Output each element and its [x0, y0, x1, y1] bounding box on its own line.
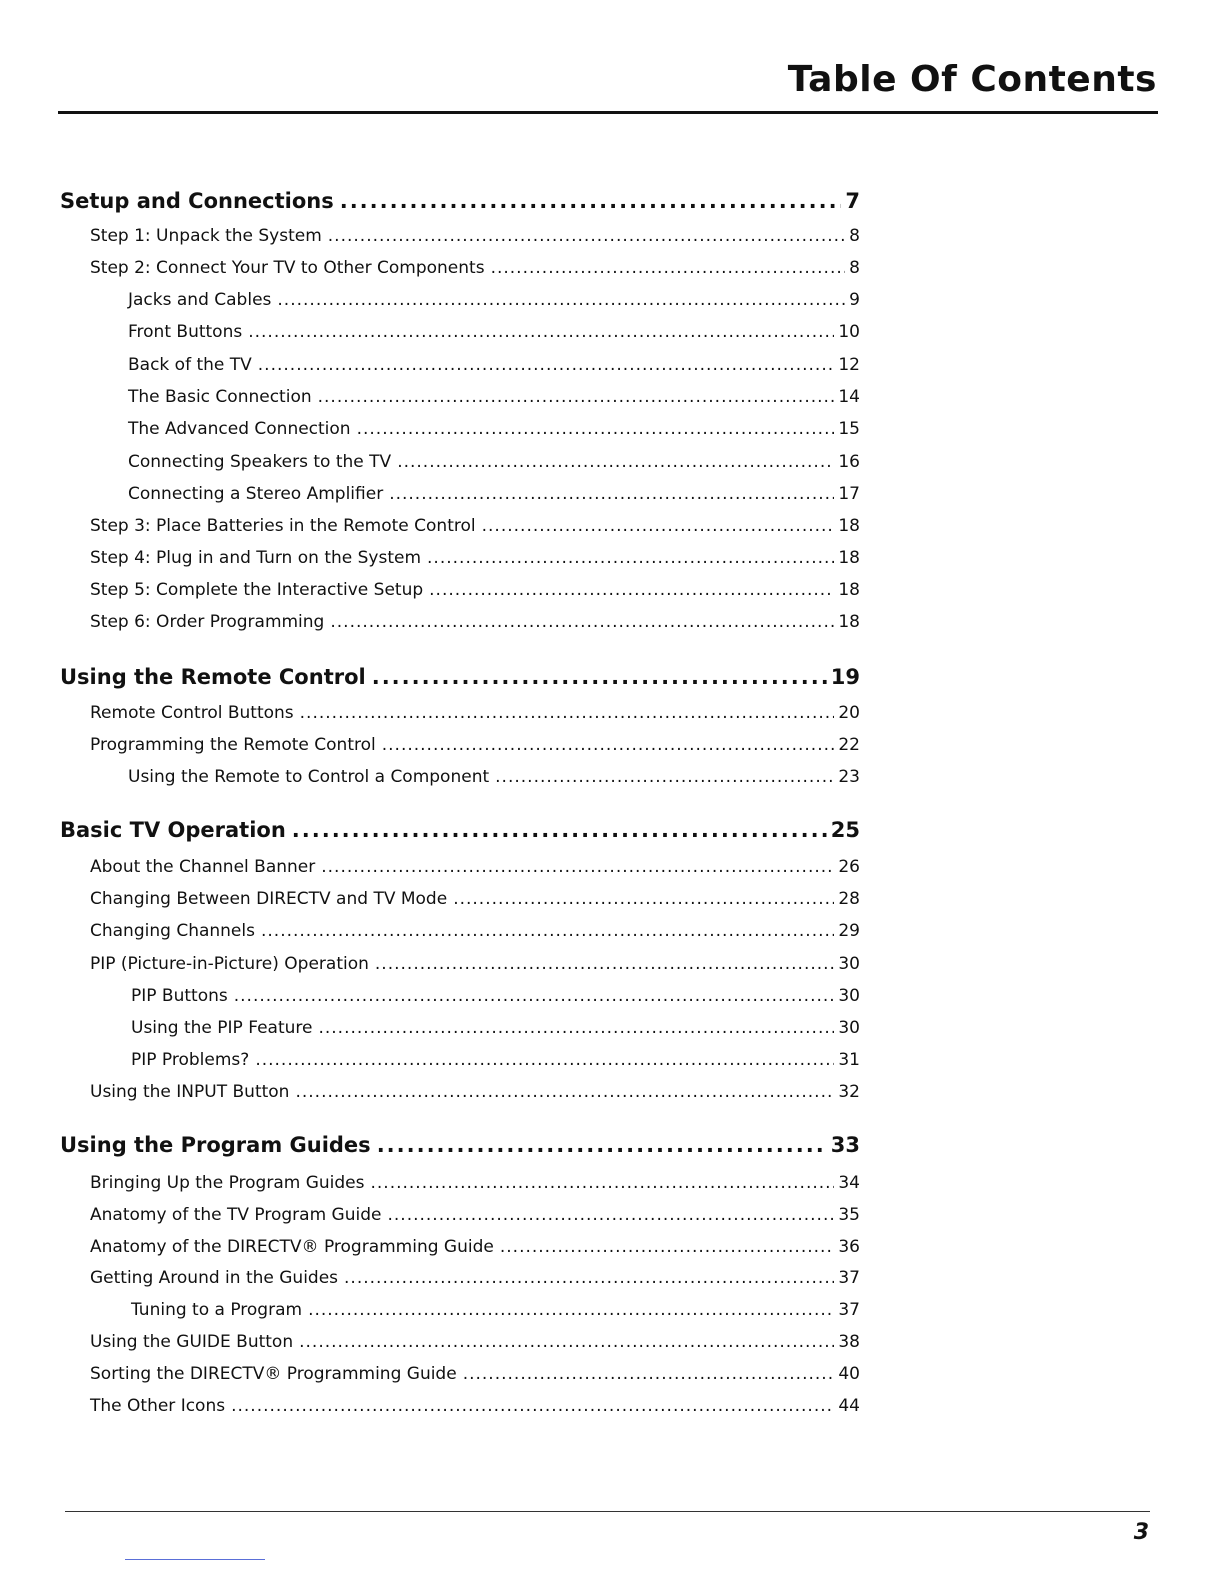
toc-page: 25: [830, 818, 860, 842]
dot-leader: [318, 1018, 834, 1038]
toc-page: 18: [838, 548, 860, 568]
dot-leader: [429, 580, 834, 600]
toc-label: Setup and Connections: [60, 189, 334, 213]
toc-page: 20: [838, 703, 860, 723]
toc-entry[interactable]: [90, 1237, 860, 1257]
dot-leader: [328, 226, 845, 246]
toc-label: Step 3: Place Batteries in the Remote Control: [90, 516, 476, 536]
toc-label: Anatomy of the DIRECTV® Programming Guide: [90, 1237, 494, 1257]
dot-leader: [397, 452, 834, 472]
title-rule: [58, 111, 1158, 114]
toc-entry[interactable]: [128, 767, 860, 787]
toc-page: 15: [838, 419, 860, 439]
toc-entry[interactable]: [90, 258, 860, 278]
dot-leader: [375, 954, 834, 974]
toc-section[interactable]: [60, 189, 860, 213]
toc-label: Tuning to a Program: [131, 1300, 303, 1320]
toc-entry[interactable]: [90, 580, 860, 600]
dot-leader: [340, 189, 842, 213]
dot-leader: [482, 516, 835, 536]
toc-entry[interactable]: [90, 1268, 860, 1288]
dot-leader: [344, 1268, 834, 1288]
toc-entry[interactable]: [128, 419, 860, 439]
toc-label: Changing Between DIRECTV and TV Mode: [90, 889, 448, 909]
toc-label: The Other Icons: [90, 1396, 226, 1416]
toc-label: Using the Remote to Control a Component: [128, 767, 490, 787]
toc-label: Using the INPUT Button: [90, 1082, 290, 1102]
toc-label: Remote Control Buttons: [90, 703, 294, 723]
toc-entry[interactable]: [90, 612, 860, 632]
toc-page: 33: [830, 1133, 860, 1157]
toc-entry[interactable]: [90, 1082, 860, 1102]
dot-leader: [453, 889, 834, 909]
dot-leader: [427, 548, 834, 568]
toc-entry[interactable]: [90, 735, 860, 755]
toc-label: Jacks and Cables: [128, 290, 272, 310]
toc-label: Bringing Up the Program Guides: [90, 1173, 365, 1193]
dot-leader: [308, 1300, 834, 1320]
toc-entry[interactable]: [90, 889, 860, 909]
dot-leader: [248, 322, 834, 342]
toc-page: 7: [845, 189, 860, 213]
toc-page: 36: [838, 1237, 860, 1257]
toc-entry[interactable]: [128, 484, 860, 504]
toc-page: 32: [838, 1082, 860, 1102]
toc-page: 26: [838, 857, 860, 877]
toc-entry[interactable]: [90, 1173, 860, 1193]
toc-label: Step 4: Plug in and Turn on the System: [90, 548, 422, 568]
dot-leader: [261, 921, 834, 941]
toc-entry[interactable]: [90, 548, 860, 568]
toc-label: Step 5: Complete the Interactive Setup: [90, 580, 424, 600]
toc-page: 18: [838, 516, 860, 536]
toc-label: Using the PIP Feature: [131, 1018, 313, 1038]
toc-label: Front Buttons: [128, 322, 243, 342]
toc-entry[interactable]: [90, 226, 860, 246]
toc-entry[interactable]: [128, 322, 860, 342]
dot-leader: [231, 1396, 834, 1416]
dot-leader: [330, 612, 834, 632]
toc-entry[interactable]: [131, 1018, 860, 1038]
toc-page: 31: [838, 1050, 860, 1070]
toc-page: 28: [838, 889, 860, 909]
dot-leader: [357, 419, 835, 439]
toc-page: 30: [838, 1018, 860, 1038]
dot-leader: [463, 1364, 835, 1384]
toc-label: Changing Channels: [90, 921, 255, 941]
toc-page: 44: [838, 1396, 860, 1416]
toc-page: 19: [830, 665, 860, 689]
dot-leader: [372, 665, 827, 689]
toc-page: 18: [838, 580, 860, 600]
toc-page: 29: [838, 921, 860, 941]
page-number: 3: [1133, 1520, 1149, 1545]
toc-page: 23: [838, 767, 860, 787]
toc-label: Getting Around in the Guides: [90, 1268, 339, 1288]
dot-leader: [389, 484, 834, 504]
toc-entry[interactable]: [90, 857, 860, 877]
footer-rule: [65, 1511, 1150, 1512]
toc-entry[interactable]: [90, 1364, 860, 1384]
dot-leader: [255, 1050, 834, 1070]
toc-label: PIP Buttons: [131, 986, 228, 1006]
toc-label: PIP Problems?: [131, 1050, 250, 1070]
toc-entry[interactable]: [90, 954, 860, 974]
dot-leader: [258, 355, 835, 375]
toc-page: 35: [838, 1205, 860, 1225]
toc-page: 12: [838, 355, 860, 375]
toc-page: 34: [838, 1173, 860, 1193]
toc-page: 30: [838, 954, 860, 974]
toc-entry[interactable]: [131, 1300, 860, 1320]
toc-entry[interactable]: [128, 452, 860, 472]
toc-entry[interactable]: [128, 387, 860, 407]
toc-page: 22: [838, 735, 860, 755]
toc-label: Connecting a Stereo Amplifier: [128, 484, 384, 504]
page-title: Table Of Contents: [787, 59, 1157, 100]
toc-page: 10: [838, 322, 860, 342]
toc-label: Using the Remote Control: [60, 665, 366, 689]
toc-entry[interactable]: [131, 986, 860, 1006]
toc-label: Connecting Speakers to the TV: [128, 452, 392, 472]
dot-leader: [277, 290, 845, 310]
toc-entry[interactable]: [128, 290, 860, 310]
toc-label: About the Channel Banner: [90, 857, 316, 877]
dot-leader: [500, 1237, 835, 1257]
toc-label: Using the GUIDE Button: [90, 1332, 294, 1352]
toc-label: Step 1: Unpack the System: [90, 226, 322, 246]
toc-entry[interactable]: [90, 1396, 860, 1416]
dot-leader: [491, 258, 846, 278]
toc-label: The Advanced Connection: [128, 419, 351, 439]
dot-leader: [292, 818, 827, 842]
dot-leader: [377, 1133, 827, 1157]
toc-page: 17: [838, 484, 860, 504]
dot-leader: [299, 1332, 834, 1352]
toc-entry[interactable]: [90, 516, 860, 536]
toc-page: 16: [838, 452, 860, 472]
toc-page: 38: [838, 1332, 860, 1352]
dot-leader: [234, 986, 835, 1006]
dot-leader: [495, 767, 834, 787]
dot-leader: [382, 735, 835, 755]
dot-leader: [318, 387, 835, 407]
toc-page: 40: [838, 1364, 860, 1384]
toc-label: Step 2: Connect Your TV to Other Components: [90, 258, 485, 278]
toc-section[interactable]: [60, 818, 860, 842]
toc-page: 30: [838, 986, 860, 1006]
toc-label: Back of the TV: [128, 355, 252, 375]
toc-page: 14: [838, 387, 860, 407]
toc-entry[interactable]: [90, 703, 860, 723]
toc-label: Using the Program Guides: [60, 1133, 371, 1157]
toc-page: 9: [849, 290, 860, 310]
toc-page: 37: [838, 1268, 860, 1288]
toc-entry[interactable]: [90, 1332, 860, 1352]
toc-label: Programming the Remote Control: [90, 735, 376, 755]
footer-link-underline: [125, 1559, 265, 1560]
toc-label: The Basic Connection: [128, 387, 312, 407]
toc-label: Anatomy of the TV Program Guide: [90, 1205, 382, 1225]
toc-section[interactable]: [60, 665, 860, 689]
toc-section[interactable]: [60, 1133, 860, 1157]
toc-page: 18: [838, 612, 860, 632]
dot-leader: [370, 1173, 834, 1193]
toc-page: 8: [849, 226, 860, 246]
toc-label: Basic TV Operation: [60, 818, 286, 842]
toc-entry[interactable]: [131, 1050, 860, 1070]
dot-leader: [387, 1205, 834, 1225]
dot-leader: [321, 857, 834, 877]
dot-leader: [300, 703, 835, 723]
toc-label: PIP (Picture-in-Picture) Operation: [90, 954, 369, 974]
toc-entry[interactable]: [90, 1205, 860, 1225]
toc-page: 37: [838, 1300, 860, 1320]
toc-entry[interactable]: [90, 921, 860, 941]
toc-page: 8: [849, 258, 860, 278]
dot-leader: [295, 1082, 834, 1102]
toc-label: Sorting the DIRECTV® Programming Guide: [90, 1364, 457, 1384]
toc-entry[interactable]: [128, 355, 860, 375]
toc-label: Step 6: Order Programming: [90, 612, 325, 632]
